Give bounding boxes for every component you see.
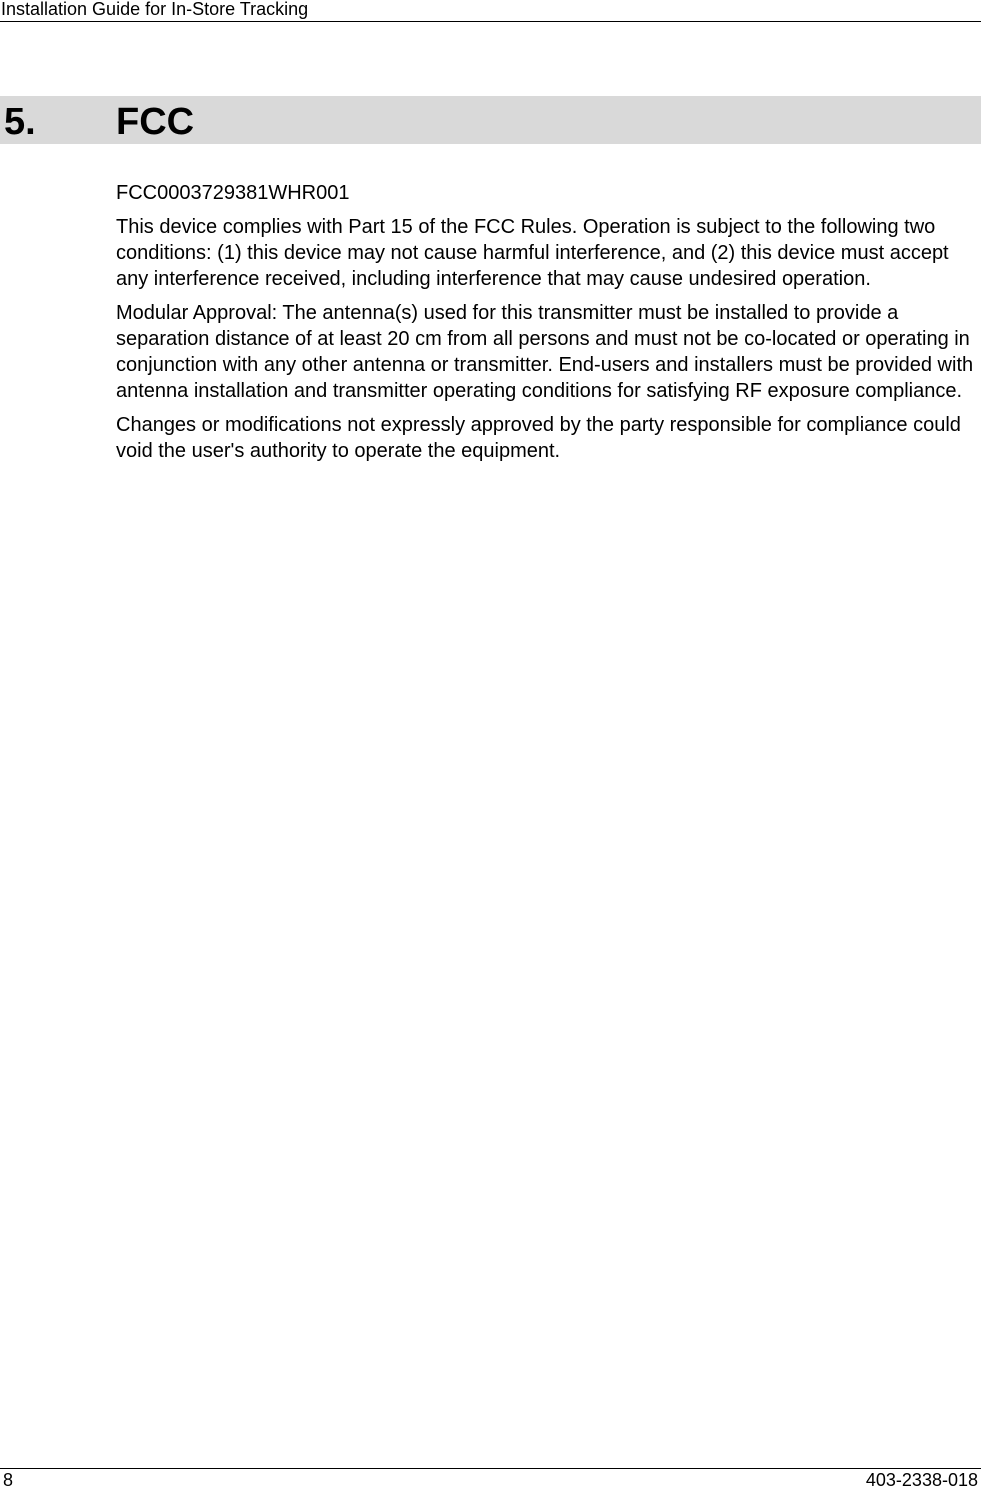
section-number: 5. (4, 101, 36, 143)
page-number: 8 (3, 1470, 14, 1490)
section-body (116, 180, 976, 472)
document-title: Installation Guide for In-Store Tracking (1, 0, 309, 19)
running-footer (0, 1468, 981, 1491)
section-title: FCC (116, 101, 195, 143)
compliance-paragraph: This device complies with Part 15 of the FCC Rules. Operation is subject to the following two conditions: (1) this device may not cause harmful interference, and (2) this device must accept any interference received, including interference that may cause undesired operation. (116, 216, 949, 290)
running-header (0, 0, 981, 22)
section-heading (0, 96, 981, 144)
document-number: 403-2338-018 (865, 1470, 978, 1490)
fcc-id-paragraph: FCC0003729381WHR001 (116, 182, 350, 204)
modular-approval-paragraph: Modular Approval: The antenna(s) used for this transmitter must be installed to provide a separation distance of at least 20 cm from all persons and must not be co-located or operating in conjunction with any other antenna or transmitter. End-users and installers must be provided with antenna installation and transmitter operating conditions for satisfying RF exposure compliance. (116, 302, 974, 402)
modifications-paragraph: Changes or modifications not expressly approved by the party responsible for compliance could void the user's authority to operate the equipment. (116, 414, 961, 462)
